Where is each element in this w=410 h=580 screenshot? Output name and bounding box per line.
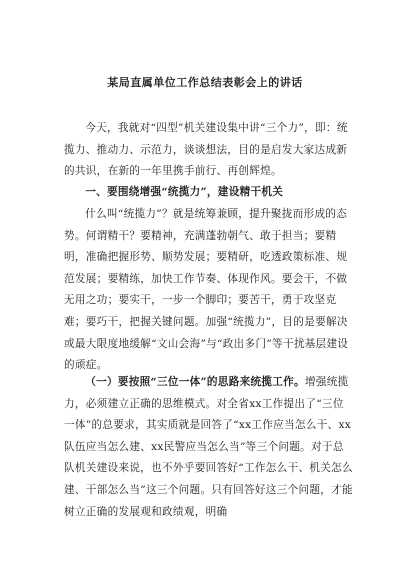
- opening-paragraph: 今天，我就对“四型”机关建设集中讲“三个力”，即：统揽力、推动力、示范力，谈谈想法，目的是启发大家达成新的共识，在新的一年里携手前行、再创辉煌。: [64, 122, 348, 178]
- section-1-paragraph: 什么叫“统揽力”？就是统筹兼顾，提升聚拢而形成的态势。何谓精干？要精神，充满蓬勃朝气、敢于担当；要精明，准确把握形势、顺势发展；要精研，吃透政策标准、规范发展；要精练，加快工作节奏、体现作风。要会干，不做无用之功；要实干，一步一个脚印；要苦干，勇于攻坚克难；要巧干，把握关键问题。加强“统揽力”，目的是要解决或最大限度地缓解“文山会海”与“政出多门”等干扰基层建设的顽症。: [64, 208, 349, 372]
- subsection-1-paragraph: [64, 372, 354, 523]
- section-heading-1: 一、要围绕增强“统揽力”，建设精干机关: [85, 186, 284, 198]
- subsection-1-body: 增强统揽力，必须建立正确的思维模式。对全省xx工作提出了“三位一体”的总要求，其实质就是回答了“xx工作应当怎么干、xx队伍应当怎么建、xx民警应当怎么当”等三个问题。对于总队机关建设来说，也不外乎要回答好“工作怎么干、机关怎么建、干部怎么当”这三个问题。只有回答好这三个问题，才能树立正确的发展观和政绩观，明确: [64, 376, 353, 518]
- subsection-1-heading: （一）要按照“三位一体”的思路来统揽工作。: [85, 376, 305, 388]
- document-title: 某局直属单位工作总结表彰会上的讲话: [107, 76, 303, 89]
